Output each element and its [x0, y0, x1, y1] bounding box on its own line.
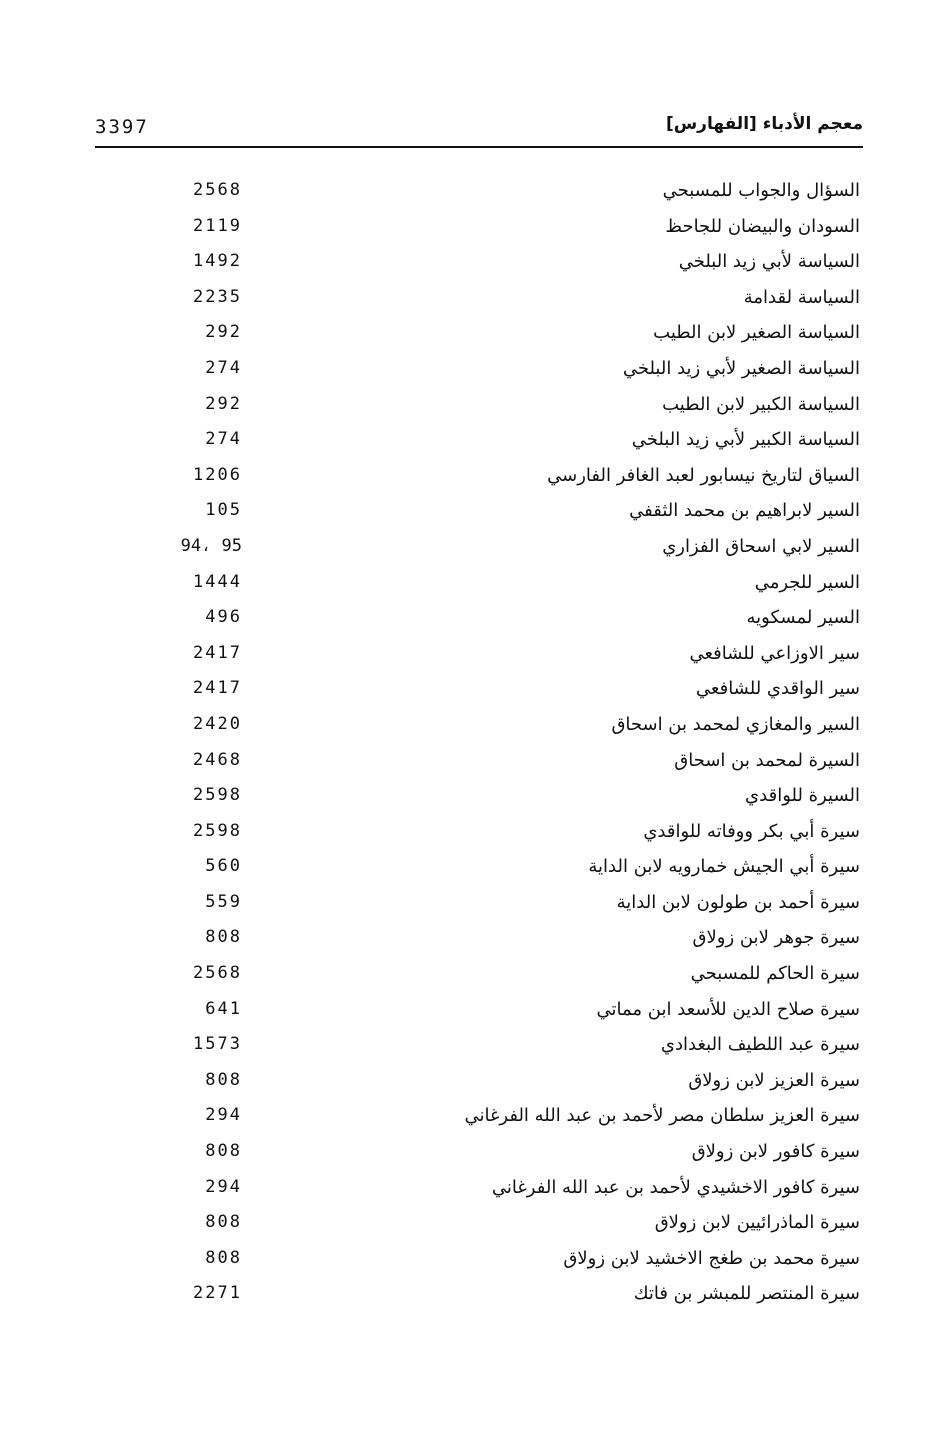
index-entry	[0, 1208, 932, 1244]
entry-page-numbers: 2271	[193, 1283, 242, 1304]
entry-page-numbers: 2420	[193, 713, 242, 734]
entry-page-numbers: 2417	[193, 678, 242, 699]
entry-title: سير الاوزاعي للشافعي	[689, 642, 860, 664]
entry-page-numbers: 808	[205, 927, 242, 948]
index-entry	[0, 995, 932, 1031]
entry-page-numbers: 292	[205, 322, 242, 343]
entry-title: سيرة المنتصر للمبشر بن فاتك	[633, 1283, 860, 1305]
entry-title: سيرة أبي الجيش خمارويه لابن الداية	[588, 856, 860, 878]
entry-page-numbers: 2568	[193, 180, 242, 200]
entry-title: السياسة الصغير لأبي زيد البلخي	[622, 357, 860, 379]
entry-title: السياسة لأبي زيد البلخي	[678, 251, 860, 273]
entry-title: سيرة صلاح الدين للأسعد ابن مماتي	[596, 998, 860, 1020]
entry-page-numbers: 2235	[193, 286, 242, 307]
entry-page-numbers: 274	[205, 429, 242, 450]
index-entry	[0, 354, 932, 390]
index-entry	[0, 425, 932, 461]
entry-title: سيرة كافور لابن زولاق	[691, 1141, 860, 1163]
entry-page-numbers: 2119	[193, 215, 242, 236]
entry-page-numbers: 105	[205, 500, 242, 521]
running-title: معجم الأدباء [الفهارس]	[665, 114, 863, 134]
index-entry	[0, 1066, 932, 1102]
entry-page-numbers: 496	[205, 607, 242, 628]
index-entry	[0, 1279, 932, 1315]
index-entry	[0, 852, 932, 888]
index-entry	[0, 674, 932, 710]
index-entry	[0, 817, 932, 853]
entry-title: سيرة العزيز سلطان مصر لأحمد بن عبد الله الفرغاني	[464, 1105, 860, 1127]
entry-title: السياسة الكبير لابن الطيب	[662, 393, 860, 415]
entry-page-numbers: 641	[205, 998, 242, 1019]
entry-title: سيرة جوهر لابن زولاق	[692, 927, 860, 949]
entry-title: سير الواقدي للشافعي	[695, 678, 860, 700]
entry-page-numbers: 2468	[193, 749, 242, 770]
entry-title: السؤال والجواب للمسبحي	[662, 180, 860, 201]
entry-title: السير للجرمي	[754, 571, 860, 593]
entry-page-numbers: 94، 95	[180, 535, 242, 556]
page-header	[95, 112, 863, 148]
entry-page-numbers: 2598	[193, 785, 242, 806]
entry-page-numbers: 294	[205, 1176, 242, 1197]
index-entry	[0, 1173, 932, 1209]
entry-page-numbers: 808	[205, 1141, 242, 1162]
entry-title: السير والمغازي لمحمد بن اسحاق	[611, 713, 860, 735]
entry-title: سيرة أبي بكر ووفاته للواقدي	[643, 820, 860, 842]
entry-title: سيرة عبد اللطيف البغدادي	[660, 1034, 860, 1056]
entry-page-numbers: 2568	[193, 963, 242, 984]
entry-page-numbers: 2417	[193, 642, 242, 663]
index-entry	[0, 639, 932, 675]
entry-title: السيرة للواقدي	[745, 785, 860, 807]
index-entry	[0, 746, 932, 782]
index-entry	[0, 390, 932, 426]
index-entry	[0, 1244, 932, 1280]
entry-title: سيرة محمد بن طغج الاخشيد لابن زولاق	[563, 1247, 860, 1269]
index-entry	[0, 888, 932, 924]
index-entry	[0, 1101, 932, 1137]
entry-page-numbers: 2598	[193, 820, 242, 841]
entry-page-numbers: 292	[205, 393, 242, 414]
entry-title: سيرة الماذرائيين لابن زولاق	[654, 1212, 860, 1234]
index-list	[0, 176, 932, 1315]
index-entry	[0, 1030, 932, 1066]
entry-title: سيرة العزيز لابن زولاق	[688, 1069, 860, 1091]
index-entry	[0, 247, 932, 283]
entry-title: السياسة الكبير لأبي زيد البلخي	[631, 429, 860, 451]
entry-title: السير لابراهيم بن محمد الثقفي	[629, 500, 860, 522]
entry-title: السياسة الصغير لابن الطيب	[653, 322, 860, 344]
entry-title: السياق لتاريخ نيسابور لعبد الغافر الفارسي	[547, 464, 860, 486]
entry-title: سيرة كافور الاخشيدي لأحمد بن عبد الله الفرغاني	[491, 1176, 860, 1198]
index-entry	[0, 176, 932, 212]
entry-page-numbers: 560	[205, 856, 242, 877]
index-entry	[0, 710, 932, 746]
index-entry	[0, 318, 932, 354]
page-number: 3397	[95, 116, 149, 138]
index-entry	[0, 603, 932, 639]
entry-title: السيرة لمحمد بن اسحاق	[674, 749, 860, 771]
index-entry	[0, 283, 932, 319]
entry-title: السير لمسكويه	[746, 607, 860, 629]
index-entry	[0, 568, 932, 604]
entry-title: سيرة أحمد بن طولون لابن الداية	[616, 891, 860, 913]
index-entry	[0, 212, 932, 248]
index-entry	[0, 923, 932, 959]
entry-title: السير لابي اسحاق الفزاري	[662, 535, 860, 557]
entry-page-numbers: 274	[205, 357, 242, 378]
index-entry	[0, 532, 932, 568]
entry-title: السودان والبيضان للجاحظ	[665, 215, 860, 237]
entry-page-numbers: 1444	[193, 571, 242, 592]
index-entry	[0, 1137, 932, 1173]
entry-page-numbers: 808	[205, 1212, 242, 1233]
index-entry	[0, 781, 932, 817]
entry-page-numbers: 1206	[193, 464, 242, 485]
entry-page-numbers: 1573	[193, 1034, 242, 1055]
entry-page-numbers: 808	[205, 1247, 242, 1268]
entry-page-numbers: 294	[205, 1105, 242, 1126]
entry-page-numbers: 808	[205, 1069, 242, 1090]
entry-title: السياسة لقدامة	[743, 286, 860, 308]
entry-page-numbers: 1492	[193, 251, 242, 272]
entry-title: سيرة الحاكم للمسبحي	[690, 963, 860, 985]
index-entry	[0, 959, 932, 995]
entry-page-numbers: 559	[205, 891, 242, 912]
index-entry	[0, 496, 932, 532]
index-entry	[0, 461, 932, 497]
